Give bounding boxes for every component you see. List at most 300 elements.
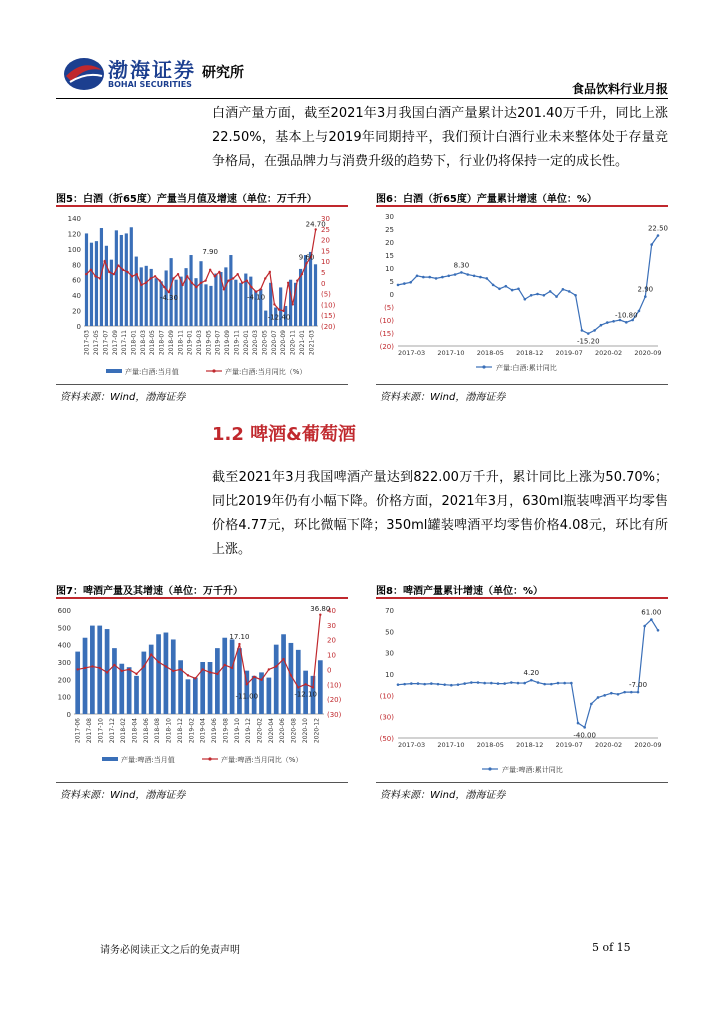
left-tick-label: 60 — [72, 276, 81, 285]
fig5-top-rule — [56, 205, 348, 207]
baijiu-paragraph: 白酒产量方面，截至2021年3月我国白酒产量累计达201.40万千升，同比上涨22.50%，基本上与2019年同期持平，我们预计白酒行业未来整体处于存量竞争格局，在强品牌力与消费升级的趋势下，行业仍将保持一定的成长性。 — [212, 106, 668, 169]
x-tick-label: 2018-12 — [176, 718, 184, 744]
bar — [90, 626, 95, 714]
cum-yoy-point — [543, 683, 546, 686]
fig7-source: 资料来源：Wind，渤海证券 — [60, 790, 186, 801]
cum-yoy-point — [549, 290, 552, 293]
left-tick-label: 20 — [72, 307, 81, 316]
data-label: 17.10 — [229, 633, 250, 642]
cum-yoy-point — [410, 682, 413, 685]
left-tick-label: 600 — [57, 607, 71, 615]
fig8-top-rule — [376, 597, 668, 599]
page-number: 5 of 15 — [592, 941, 631, 954]
yoy-point — [140, 284, 142, 286]
x-tick-label: 2020-09 — [634, 349, 662, 357]
bar — [125, 233, 128, 326]
cum-yoy-point — [524, 298, 527, 301]
right-tick-label: 10 — [327, 651, 336, 660]
bar — [229, 255, 232, 326]
yoy-point — [218, 271, 220, 273]
fig5-chart — [56, 208, 348, 386]
bar — [239, 283, 242, 326]
data-label: 22.50 — [647, 224, 668, 233]
cum-yoy-point — [479, 276, 482, 279]
bar — [90, 243, 93, 326]
right-tick-label: (20) — [321, 323, 336, 331]
bar — [234, 280, 237, 326]
left-tick-label: 80 — [72, 261, 81, 270]
yoy-point — [181, 284, 183, 286]
right-tick-label: 0 — [327, 666, 332, 675]
cum-yoy-point — [492, 284, 495, 287]
cum-yoy-point — [428, 276, 431, 279]
x-tick-label: 2020-06 — [279, 718, 287, 744]
cum-yoy-point — [466, 273, 469, 276]
data-label: 9.60 — [298, 253, 315, 262]
yoy-point — [204, 279, 206, 281]
x-tick-label: 2019-09 — [224, 330, 232, 356]
bar — [281, 634, 286, 714]
bar — [120, 235, 123, 326]
x-tick-label: 2019-02 — [188, 718, 196, 744]
cum-yoy-point — [490, 682, 493, 685]
cum-yoy-point — [422, 276, 425, 279]
bar — [140, 267, 143, 326]
yoy-point — [259, 288, 261, 290]
right-tick-label: 30 — [327, 621, 336, 630]
cum-yoy-point — [430, 682, 433, 685]
data-label: -12.40 — [267, 313, 291, 322]
yoy-point — [122, 269, 124, 271]
bar — [155, 278, 158, 326]
bar — [199, 261, 202, 326]
report-type: 食品饮料行业月报 — [571, 82, 668, 96]
yoy-point — [209, 671, 211, 673]
cum-yoy-point — [437, 683, 440, 686]
x-tick-label: 2020-09 — [634, 741, 662, 749]
yoy-point — [128, 668, 130, 670]
bar — [110, 260, 113, 326]
x-tick-label: 2021-03 — [308, 330, 316, 356]
yoy-point — [191, 282, 193, 284]
x-tick-label: 2020-07 — [270, 330, 278, 356]
bar — [237, 648, 242, 714]
legend-bar-label: 产量:白酒:当月值 — [125, 368, 179, 376]
bar — [230, 639, 235, 714]
yoy-point — [76, 668, 78, 670]
x-tick-label: 2020-03 — [252, 330, 260, 356]
yoy-point — [149, 277, 151, 279]
legend-bar-swatch — [106, 369, 122, 373]
cum-yoy-point — [657, 234, 660, 237]
x-tick-label: 2018-05 — [149, 330, 157, 356]
left-tick-label: 120 — [67, 230, 81, 239]
y-tick-label: (15) — [379, 330, 394, 338]
bar — [75, 652, 80, 714]
cum-yoy-point — [403, 683, 406, 686]
left-tick-label: 40 — [72, 292, 81, 301]
left-tick-label: 0 — [76, 323, 81, 331]
yoy-point — [282, 310, 284, 312]
yoy-point — [223, 288, 225, 290]
bar — [145, 266, 148, 326]
x-tick-label: 2017-03 — [398, 349, 426, 357]
right-tick-label: 40 — [327, 607, 336, 615]
cum-yoy-point — [570, 682, 573, 685]
bar — [134, 676, 139, 714]
x-tick-label: 2017-11 — [121, 330, 129, 356]
x-tick-label: 2018-01 — [130, 330, 138, 356]
yoy-point — [91, 665, 93, 667]
x-tick-label: 2017-05 — [93, 330, 101, 356]
yoy-point — [216, 673, 218, 675]
x-tick-label: 2018-12 — [516, 741, 544, 749]
bar — [127, 667, 132, 714]
yoy-point — [145, 282, 147, 284]
cum-yoy-point — [630, 691, 633, 694]
fig6-top-rule — [376, 205, 668, 207]
y-tick-label: 0 — [389, 291, 394, 299]
section-title: 1.2 啤酒&葡萄酒 — [212, 424, 356, 445]
bar — [309, 252, 312, 326]
cum-yoy-point — [498, 288, 501, 291]
bar — [175, 280, 178, 326]
cum-yoy-point — [650, 618, 653, 621]
fig7-top-rule — [56, 597, 348, 599]
fig5-title: 图5：白酒（折65度）产量当月值及增速（单位：万千升） — [56, 194, 317, 205]
left-tick-label: 0 — [66, 711, 71, 719]
x-tick-label: 2017-06 — [74, 718, 82, 744]
left-tick-label: 200 — [57, 676, 71, 685]
yoy-point — [168, 291, 170, 293]
yoy-point — [237, 273, 239, 275]
y-tick-label: (50) — [379, 735, 394, 743]
x-tick-label: 2017-07 — [102, 330, 110, 356]
cum-yoy-point — [617, 693, 620, 696]
x-tick-label: 2017-10 — [97, 718, 105, 744]
yoy-point — [232, 277, 234, 279]
right-tick-label: (20) — [327, 696, 342, 705]
cum-yoy-point — [625, 321, 628, 324]
fig7-title: 图7：啤酒产量及其增速（单位：万千升） — [56, 586, 243, 597]
bar — [318, 660, 323, 714]
cum-yoy-point — [483, 682, 486, 685]
bar — [314, 264, 317, 326]
left-tick-label: 100 — [57, 693, 71, 702]
bar — [222, 638, 227, 714]
yoy-point — [246, 279, 248, 281]
x-tick-label: 2019-07 — [214, 330, 222, 356]
legend-bar-swatch — [102, 757, 118, 761]
data-label: -4.10 — [246, 293, 266, 302]
bar — [274, 645, 279, 714]
x-tick-label: 2019-04 — [199, 718, 207, 744]
data-label: -10.80 — [615, 311, 638, 320]
legend-line-label: 产量:白酒:当月同比（%） — [225, 368, 307, 376]
x-tick-label: 2019-12 — [245, 718, 253, 744]
fig8-source: 资料来源：Wind，渤海证券 — [380, 790, 506, 801]
yoy-point — [264, 277, 266, 279]
cum-yoy-point — [557, 682, 560, 685]
x-tick-label: 2019-10 — [233, 718, 241, 744]
fig6-chart — [376, 208, 668, 384]
yoy-point — [312, 686, 314, 688]
x-tick-label: 2020-02 — [594, 741, 623, 749]
yoy-point — [238, 643, 240, 645]
bar — [224, 267, 227, 326]
x-tick-label: 2019-01 — [186, 330, 194, 356]
bar — [112, 648, 117, 714]
y-tick-label: 10 — [385, 265, 394, 273]
data-label: 2.90 — [637, 285, 654, 294]
x-tick-label: 2017-09 — [111, 330, 119, 356]
cum-yoy-point — [643, 625, 646, 628]
left-tick-label: 300 — [57, 659, 71, 667]
yoy-point — [297, 686, 299, 688]
yoy-point — [187, 674, 189, 676]
y-tick-label: 15 — [385, 252, 394, 260]
x-tick-label: 2019-07 — [555, 349, 583, 357]
bar — [156, 634, 161, 714]
yoy-point — [301, 273, 303, 275]
yoy-point — [246, 683, 248, 685]
bar — [296, 650, 301, 714]
x-tick-label: 2019-08 — [222, 718, 230, 744]
right-tick-label: 0 — [321, 279, 326, 288]
yoy-point — [275, 665, 277, 667]
x-tick-label: 2020-10 — [301, 718, 309, 744]
fig5-bottom-rule — [56, 384, 348, 385]
bohai-logo — [62, 52, 262, 96]
cum-yoy-point — [511, 289, 514, 292]
legend-line-label: 产量:啤酒:累计同比 — [502, 766, 563, 774]
yoy-point — [150, 653, 152, 655]
cum-yoy-point — [403, 282, 406, 285]
yoy-point — [315, 228, 317, 230]
header-divider — [56, 98, 668, 99]
yoy-point — [172, 670, 174, 672]
y-tick-label: 30 — [385, 213, 394, 221]
cum-yoy-point — [583, 726, 586, 729]
bar — [171, 639, 176, 714]
cum-yoy-point — [417, 682, 420, 685]
right-tick-label: 20 — [327, 636, 336, 645]
cum-yoy-point — [454, 273, 457, 276]
yoy-point — [135, 673, 137, 675]
x-tick-label: 2018-11 — [177, 330, 185, 356]
yoy-point — [287, 282, 289, 284]
cum-yoy-point — [638, 310, 641, 313]
data-label: -12.10 — [294, 690, 317, 699]
cum-yoy-point — [606, 321, 609, 324]
x-tick-label: 2017-03 — [83, 330, 91, 356]
y-tick-label: (10) — [379, 692, 394, 701]
cum-yoy-point — [523, 682, 526, 685]
cum-yoy-point — [447, 275, 450, 278]
cum-yoy-point — [423, 683, 426, 686]
yoy-point — [292, 303, 294, 305]
cum-yoy-point — [623, 691, 626, 694]
cum-yoy-point — [435, 277, 438, 280]
cum-yoy-point — [473, 275, 476, 278]
y-tick-label: (20) — [379, 343, 394, 351]
bar — [186, 679, 191, 714]
x-tick-label: 2018-02 — [120, 718, 128, 744]
yoy-point — [99, 667, 101, 669]
y-tick-label: 50 — [385, 628, 394, 637]
bar — [193, 678, 198, 714]
fig6-source: 资料来源：Wind，渤海证券 — [380, 392, 506, 403]
yoy-point — [126, 271, 128, 273]
yoy-point — [200, 282, 202, 284]
x-tick-label: 2020-04 — [267, 718, 275, 744]
data-label: -15.20 — [576, 337, 600, 346]
x-tick-label: 2018-10 — [165, 718, 173, 744]
yoy-point — [253, 676, 255, 678]
legend-line-label: 产量:啤酒:当月同比（%） — [221, 756, 303, 764]
yoy-point — [94, 275, 96, 277]
bar — [208, 662, 213, 714]
cum-yoy-point — [597, 696, 600, 699]
yoy-point — [121, 670, 123, 672]
right-tick-label: 25 — [321, 225, 330, 234]
x-tick-label: 2017-12 — [108, 718, 116, 744]
cum-yoy-point — [450, 684, 453, 687]
yoy-point — [85, 273, 87, 275]
yoy-point — [154, 275, 156, 277]
yoy-point — [269, 271, 271, 273]
yoy-point — [231, 667, 233, 669]
legend-line-label: 产量:白酒:累计同比 — [496, 364, 557, 372]
right-tick-label: (15) — [321, 312, 336, 321]
cum-yoy-point — [497, 682, 500, 685]
cum-yoy-point — [555, 295, 558, 298]
cum-yoy-point — [612, 320, 615, 323]
x-tick-label: 2019-06 — [211, 718, 219, 744]
fig7-bottom-rule — [56, 782, 348, 783]
y-tick-label: (30) — [379, 713, 394, 722]
x-tick-label: 2019-07 — [555, 741, 583, 749]
cum-yoy-point — [650, 243, 653, 246]
cum-yoy-point — [537, 681, 540, 684]
yoy-point — [319, 614, 321, 616]
y-tick-label: (10) — [379, 317, 394, 325]
bar — [135, 257, 138, 326]
bar — [142, 652, 147, 714]
y-tick-label: 5 — [389, 278, 394, 286]
left-tick-label: 100 — [67, 245, 81, 254]
bar — [115, 230, 118, 326]
x-tick-label: 2018-12 — [516, 349, 544, 357]
cum-yoy-point — [443, 683, 446, 686]
cum-yoy-point — [590, 703, 593, 706]
left-tick-label: 400 — [57, 641, 71, 650]
cum-yoy-point — [441, 276, 444, 279]
cum-yoy-point — [503, 682, 506, 685]
data-label: -7.00 — [628, 681, 648, 690]
legend-line-marker — [212, 369, 215, 372]
fig8-chart — [376, 600, 668, 780]
cum-yoy-point — [550, 683, 553, 686]
x-tick-label: 2018-03 — [139, 330, 147, 356]
x-tick-label: 2020-01 — [242, 330, 250, 356]
cum-yoy-point — [657, 629, 660, 632]
yoy-point — [296, 279, 298, 281]
left-tick-label: 500 — [57, 624, 71, 633]
cum-yoy-point — [530, 294, 533, 297]
yoy-point — [241, 282, 243, 284]
yoy-point — [143, 665, 145, 667]
yoy-point — [186, 275, 188, 277]
cum-yoy-point — [463, 682, 466, 685]
cum-yoy-point — [637, 691, 640, 694]
right-tick-label: 30 — [321, 215, 330, 223]
bar — [160, 281, 163, 326]
yoy-point — [255, 290, 257, 292]
bar — [214, 274, 217, 326]
cum-yoy-point — [593, 329, 596, 332]
data-label: 4.20 — [523, 669, 540, 678]
x-tick-label: 2018-08 — [154, 718, 162, 744]
data-label: 61.00 — [641, 608, 662, 617]
yoy-point — [278, 308, 280, 310]
beer-paragraph: 截至2021年3月我国啤酒产量达到822.00万千升，累计同比上涨为50.70%；同比2019年仍有小幅下降。价格方面，2021年3月，630ml瓶装啤酒平均零售价格4.77元，环比微幅下降；350ml罐装啤酒平均零售价格4.08元，环比有所上涨。 — [212, 470, 668, 557]
yoy-point — [194, 677, 196, 679]
data-label: 7.90 — [202, 247, 218, 256]
x-tick-label: 2019-03 — [196, 330, 203, 356]
yoy-point — [305, 262, 307, 264]
x-tick-label: 2020-02 — [256, 718, 264, 744]
yoy-point — [273, 303, 275, 305]
cum-yoy-point — [600, 324, 603, 327]
y-tick-label: (5) — [384, 304, 394, 312]
yoy-point — [159, 279, 161, 281]
yoy-point — [209, 269, 211, 271]
yoy-point — [103, 260, 105, 262]
cum-yoy-point — [517, 682, 520, 685]
yoy-point — [136, 273, 138, 275]
department: 研究所 — [202, 65, 244, 81]
legend-line-marker — [482, 365, 485, 368]
cum-yoy-point — [470, 681, 473, 684]
fig5-source: 资料来源：Wind，渤海证券 — [60, 392, 186, 403]
right-tick-label: 15 — [321, 247, 330, 256]
footer-disclaimer: 请务必阅读正文之后的免责声明 — [100, 945, 240, 956]
x-tick-label: 2019-11 — [233, 330, 241, 356]
yoy-point — [282, 658, 284, 660]
cum-yoy-point — [505, 285, 508, 288]
cum-yoy-point — [562, 288, 565, 291]
company-name-cn: 渤海证券 — [108, 58, 196, 82]
fig7-chart — [56, 600, 348, 782]
company-name-en: BOHAI SECURITIES — [108, 80, 192, 89]
cum-yoy-point — [563, 682, 566, 685]
cum-yoy-point — [416, 275, 419, 278]
yoy-point — [195, 286, 197, 288]
x-tick-label: 2017-03 — [398, 741, 426, 749]
data-label: -4.30 — [159, 294, 178, 303]
bar — [85, 233, 88, 326]
x-tick-label: 2020-12 — [313, 718, 321, 744]
y-tick-label: 20 — [385, 239, 394, 247]
right-tick-label: 20 — [321, 236, 330, 245]
x-tick-label: 2018-05 — [476, 741, 504, 749]
x-tick-label: 2020-09 — [280, 330, 288, 356]
bar — [267, 678, 272, 714]
yoy-point — [131, 275, 133, 277]
cum-yoy-point — [460, 271, 463, 274]
data-label: -11.00 — [235, 692, 259, 701]
